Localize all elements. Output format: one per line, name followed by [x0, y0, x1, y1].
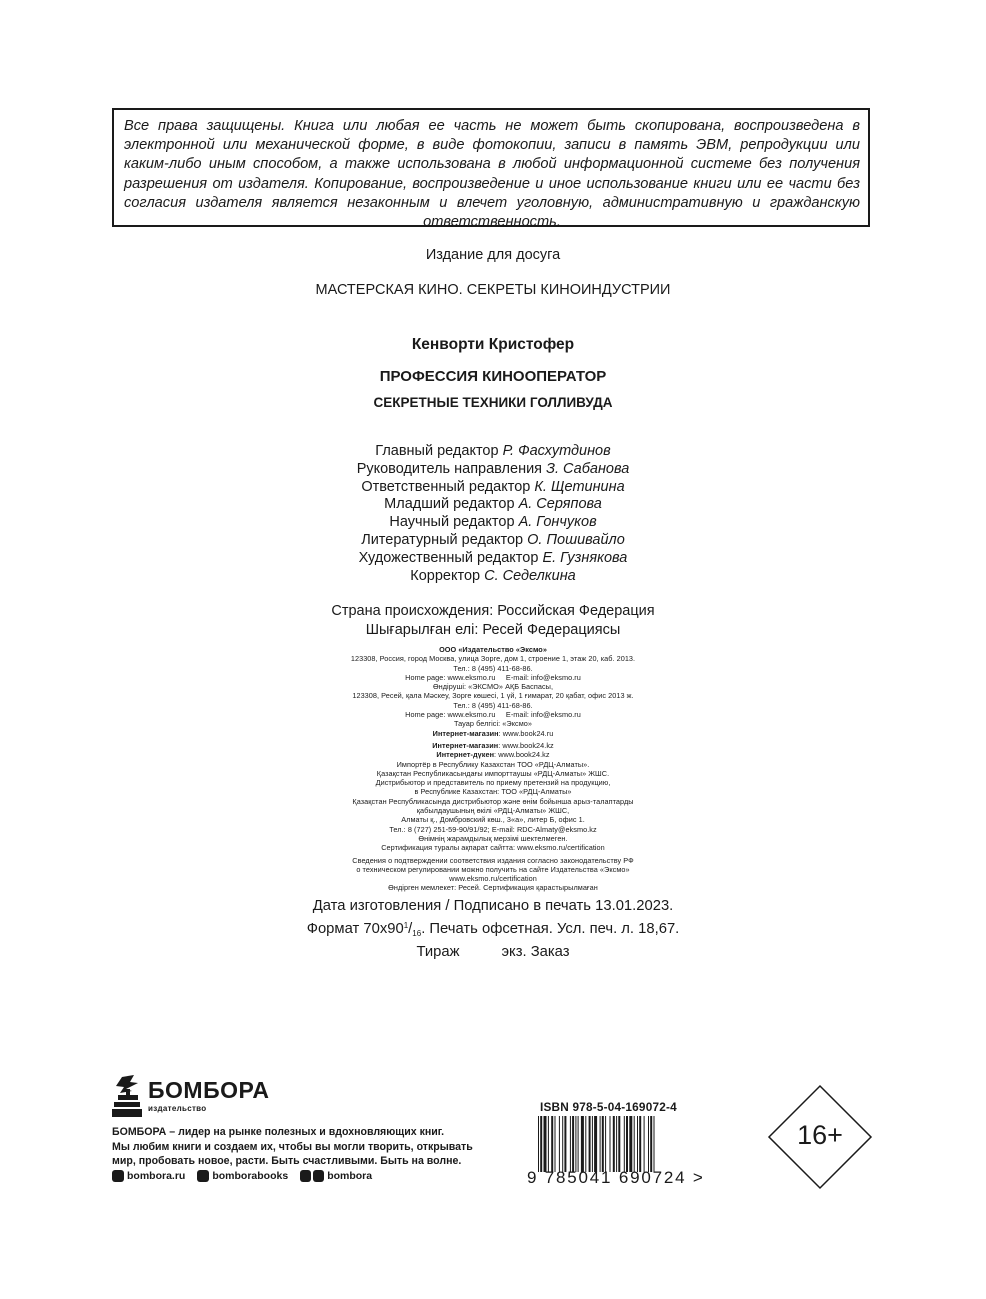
barcode-bar [605, 1116, 606, 1172]
series-title: МАСТЕРСКАЯ КИНО. СЕКРЕТЫ КИНОИНДУСТРИИ [315, 282, 671, 298]
origin-kz: Шығарылған елі: Ресей Федерациясы [365, 621, 621, 638]
publisher-logo-sub: издательство [148, 1104, 207, 1113]
imprint-line: Алматы қ., Домбровский көш., 3«а», литер Б, офис 1. [401, 815, 585, 825]
barcode-bar [639, 1116, 641, 1172]
publisher-tagline: БОМБОРА – лидер на рынке полезных и вдохновляющих книг. Мы любим книги и создаем их, чтобы вы могли творить, открывать мир, пробовать новое, расти. Быть счастливыми. Быть на волне. [112, 1126, 473, 1167]
imprint-line: www.eksmo.ru/certification [449, 874, 537, 884]
social-link-vk[interactable]: bomborabooks [197, 1170, 288, 1182]
publisher-name: ООО «Издательство «Эксмо» [439, 645, 547, 654]
barcode-bar [570, 1116, 571, 1172]
print-date: Дата изготовления / Подписано в печать 13.01.2023. [312, 898, 674, 914]
barcode-bar [585, 1116, 586, 1172]
credit-row: Корректор С. Седелкина [410, 567, 576, 584]
barcode-bar [629, 1116, 632, 1172]
barcode-bar [538, 1116, 539, 1172]
imprint-line: в Республике Казахстан: ТОО «РДЦ-Алматы» [414, 787, 572, 797]
rights-notice: Все права защищены. Книга или любая ее часть не может быть скопирована, воспроизведена в электронной или механической форме, в виде фотокопии, записи в память ЭВМ, репродукции или каким-либо иным способом, а также использована в любой информационной системе без получения разрешения от издателя. Копирование, воспроизведение и иное использование книги или ее части без согласия издателя является незаконным и влечет уголовную, административную и гражданскую ответственность. [124, 118, 860, 231]
barcode-bar [634, 1116, 635, 1172]
imprint-line: Сведения о подтверждении соответствия издания согласно законодательству РФ [352, 855, 634, 865]
barcode-bar [616, 1116, 617, 1172]
credit-row: Главный редактор Р. Фасхутдинов [375, 443, 611, 459]
barcode-bar [562, 1116, 563, 1172]
barcode-bar [578, 1116, 579, 1172]
age-rating: 16+ [797, 1120, 843, 1150]
vk-icon [197, 1170, 209, 1182]
rights-notice-box [112, 108, 870, 231]
barcode-bar [551, 1116, 553, 1172]
barcode-bar [555, 1116, 556, 1172]
barcode-icon [538, 1116, 700, 1172]
imprint-line: Қазақстан Республикасындағы импорттаушы «РДЦ-Алматы» ЖШС. [376, 768, 610, 778]
imprint-line: Тел.: 8 (727) 251-59-90/91/92; E-mail: RDC-Almaty@eksmo.kz [389, 824, 597, 834]
credits-list [0, 443, 986, 585]
edition-type: Издание для досуга [425, 247, 561, 263]
imprint-line: Тел.: 8 (495) 411-68-86. [453, 700, 533, 710]
barcode-digits: 9 785041 690724 > [527, 1168, 705, 1187]
imprint-line: Интернет-магазин: www.book24.ru [432, 728, 554, 738]
web-icon [112, 1170, 124, 1182]
isbn-label: ISBN 978-5-04-169072-4 [540, 1100, 677, 1114]
imprint-line: қабылдаушының өкілі «РДЦ-Алматы» ЖШС, [416, 806, 570, 816]
social-links [112, 1170, 372, 1182]
imprint-line: Өнімнің жарамдылық мерзімі шектелмеген. [418, 833, 568, 843]
barcode-bar [548, 1116, 549, 1172]
print-info [0, 897, 986, 962]
barcode-bar [592, 1116, 593, 1172]
imprint-line: о техническом регулировании можно получить на сайте Издательства «Эксмо» [356, 864, 630, 874]
imprint-block [0, 645, 986, 893]
imprint-line: Өндіруші: «ЭКСМО» АҚБ Баспасы, [432, 682, 554, 692]
barcode-bar [650, 1116, 652, 1172]
imprint-line: Тел.: 8 (495) 411-68-86. [453, 663, 533, 673]
imprint-line: 123308, Ресей, қала Мәскеу, Зорге көшесі, 1 үй, 1 ғимарат, 20 қабат, офис 2013 ж. [352, 691, 634, 701]
barcode-bar [613, 1116, 615, 1172]
imprint-line: Интернет-магазин: www.book24.kz [432, 740, 554, 750]
imprint-line: Өндірген мемлекет: Ресей. Сертификация қарастырылмаған [388, 883, 598, 893]
imprint-line: Тауар белгісі: «Эксмо» [453, 719, 533, 729]
barcode-bar [610, 1116, 611, 1172]
barcode-bar [637, 1116, 638, 1172]
barcode-bar [654, 1116, 655, 1172]
credit-row: Литературный редактор О. Пошивайло [361, 531, 625, 548]
imprint-line: Интернет-дүкен: www.book24.kz [436, 750, 550, 760]
imprint-line: Дистрибьютор и представитель по приему претензий на продукцию, [375, 778, 611, 788]
barcode-bar [600, 1116, 601, 1172]
imprint-line: 123308, Россия, город Москва, улица Зорге, дом 1, строение 1, этаж 20, каб. 2013. [350, 654, 636, 664]
barcode-bar [624, 1116, 625, 1172]
barcode-bar [618, 1116, 620, 1172]
imprint-line: Home page: www.eksmo.ru E-mail: info@eksmo.ru [405, 710, 581, 720]
barcode-bar [644, 1116, 645, 1172]
credit-row: Руководитель направления З. Сабанова [356, 460, 630, 477]
barcode-bar [581, 1116, 584, 1172]
publisher-logo-name: БОМБОРА [148, 1077, 270, 1103]
telegram-icon [300, 1170, 324, 1182]
credit-row: Ответственный редактор К. Щетинина [361, 478, 625, 495]
credit-row: Научный редактор А. Гончуков [389, 514, 597, 531]
barcode-bar [594, 1116, 597, 1172]
imprint-line: Импортёр в Республику Казахстан ТОО «РДЦ-Алматы». [396, 759, 590, 769]
credit-row: Младший редактор А. Серяпова [384, 496, 602, 513]
barcode-bar [540, 1116, 542, 1172]
barcode-bar [589, 1116, 591, 1172]
country-of-origin [0, 602, 986, 639]
book-subtitle: СЕКРЕТНЫЕ ТЕХНИКИ ГОЛЛИВУДА [373, 395, 613, 410]
print-format: Формат $70x90^1/_{16}$. Печать офсетная. Усл. печ. л. 18,67. [306, 921, 680, 938]
imprint-line: Қазақстан Республикасында дистрибьютор және өнім бойынша арыз-талаптарды [352, 796, 634, 806]
author: Кенворти Кристофер [411, 336, 575, 353]
barcode-bar [626, 1116, 628, 1172]
barcode-bar [572, 1116, 574, 1172]
print-run: Тираж экз. Заказ [416, 944, 570, 960]
social-link-web[interactable]: bombora.ru [112, 1170, 185, 1182]
barcode-bar [544, 1116, 547, 1172]
barcode-bar [559, 1116, 560, 1172]
book-title: ПРОФЕССИЯ КИНООПЕРАТОР [379, 368, 607, 385]
credit-row: Художественный редактор Е. Гузнякова [358, 549, 628, 566]
origin-ru: Страна происхождения: Российская Федерация [331, 603, 655, 619]
imprint-line: Home page: www.eksmo.ru E-mail: info@eksmo.ru [405, 672, 581, 682]
barcode-bar [575, 1116, 576, 1172]
social-link-telegram[interactable]: bombora [300, 1170, 372, 1182]
barcode-bar [648, 1116, 649, 1172]
imprint-line: Сертификация туралы ақпарат сайтта: www.eksmo.ru/certification [381, 843, 605, 853]
barcode-bar [602, 1116, 604, 1172]
barcode-bar [564, 1116, 566, 1172]
